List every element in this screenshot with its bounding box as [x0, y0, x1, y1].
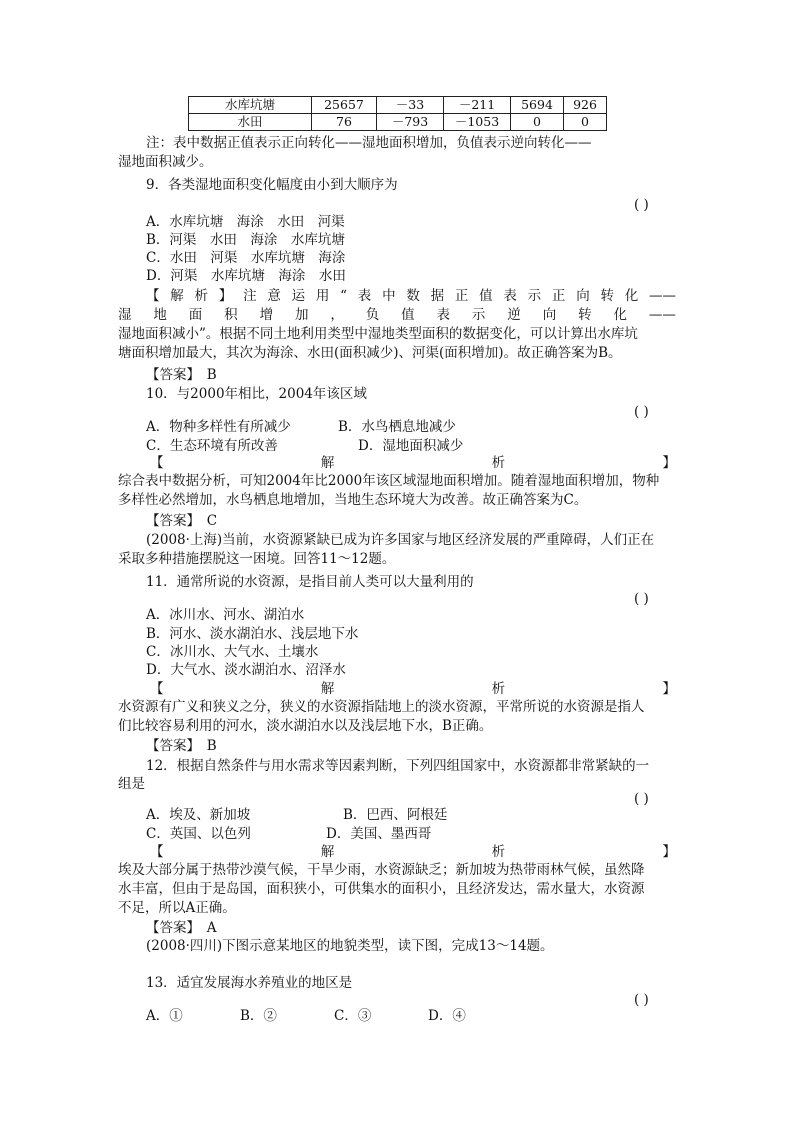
section-intro: 采取多种措施摆脱这一困境。回答11～12题。	[118, 551, 396, 567]
option-a: A．物种多样性有所减少	[146, 419, 291, 435]
option-d: D．美国、墨西哥	[326, 826, 432, 842]
answer-line: 【答案】 B	[146, 738, 217, 754]
wetland-table	[188, 96, 607, 131]
option-d: D．河渠 水库坑塘 海涂 水田	[146, 268, 346, 284]
option-b: B．②	[240, 1008, 277, 1024]
question-12-stem: 组是	[118, 776, 145, 792]
answer-line: 【答案】 B	[146, 367, 217, 383]
table-cell: －1053	[444, 114, 511, 131]
table-cell: 0	[511, 114, 564, 131]
answer-paren: ( )	[634, 197, 649, 213]
answer-paren: ( )	[634, 591, 649, 607]
analysis-line: 多样性必然增加，水鸟栖息地增加，当地生态环境大为改善。故正确答案为C。	[118, 492, 588, 508]
answer-paren: ( )	[634, 791, 649, 807]
question-9-stem: 9．各类湿地面积变化幅度由小到大顺序为	[146, 177, 398, 193]
table-cell: 76	[312, 114, 377, 131]
option-b: B．河水、淡水湖泊水、浅层地下水	[146, 626, 359, 642]
question-11-stem: 11．通常所说的水资源，是指目前人类可以大量利用的	[146, 574, 474, 590]
option-b: B．河渠 水田 海涂 水库坑塘	[146, 232, 345, 248]
option-d: D．湿地面积减少	[358, 438, 464, 454]
answer-line: 【答案】 A	[146, 920, 217, 936]
analysis-line: 不足，所以A正确。	[118, 900, 236, 916]
option-b: B．巴西、阿根廷	[343, 807, 448, 823]
table-cell: －793	[377, 114, 444, 131]
section-intro: (2008·上海)当前，水资源紧缺已成为许多国家与地区经济发展的严重障碍，人们正在	[146, 532, 655, 548]
table-note-line1: 注：表中数据正值表示正向转化——湿地面积增加，负值表示逆向转化——	[146, 135, 592, 151]
option-c: C．水田 河渠 水库坑塘 海涂	[146, 250, 346, 266]
table-row	[189, 114, 607, 131]
table-row	[189, 97, 607, 114]
analysis-heading: 【 解 析 】	[150, 455, 676, 471]
table-note-line2: 湿地面积减少。	[118, 154, 213, 170]
table-cell: 水库坑塘	[189, 97, 312, 114]
option-a: A．①	[146, 1008, 183, 1024]
option-d: D．大气水、淡水湖泊水、沼泽水	[146, 662, 346, 678]
analysis-heading: 【 解 析 】	[150, 681, 676, 697]
table-cell: 水田	[189, 114, 312, 131]
answer-paren: ( )	[634, 404, 649, 420]
option-c: C．生态环境有所改善	[146, 438, 278, 454]
option-b: B．水鸟栖息地减少	[338, 419, 456, 435]
question-10-stem: 10．与2000年相比，2004年该区域	[146, 386, 367, 402]
answer-paren: ( )	[634, 992, 649, 1008]
section-intro: (2008·四川)下图示意某地区的地貌类型，读下图，完成13～14题。	[146, 938, 554, 954]
option-d: D．④	[428, 1008, 466, 1024]
table-cell: 5694	[511, 97, 564, 114]
option-c: C．③	[334, 1008, 372, 1024]
analysis-line: 们比较容易利用的河水，淡水湖泊水以及浅层地下水，B正确。	[118, 718, 493, 734]
table-cell: －33	[377, 97, 444, 114]
option-c: C．英国、以色列	[146, 826, 251, 842]
option-c: C．冰川水、大气水、土壤水	[146, 644, 319, 660]
analysis-line: 湿地面积减小”。根据不同土地利用类型中湿地类型面积的数据变化，可以计算出水库坑	[118, 326, 638, 342]
table-cell: 926	[564, 97, 607, 114]
analysis-line: 【 解 析 】 注 意 运 用 “ 表 中 数 据 正 值 表 示 正 向 转 化 ——	[146, 288, 676, 304]
option-a: A．埃及、新加坡	[146, 807, 251, 823]
analysis-line: 综合表中数据分析，可知2004年比2000年该区域湿地面积增加。随着湿地面积增加，物种	[118, 473, 660, 489]
analysis-line: 塘面积增加最大，其次为海涂、水田(面积减少)、河渠(面积增加)。故正确答案为B。	[118, 345, 622, 361]
analysis-line: 湿 地 面 积 增 加 ， 负 值 表 示 逆 向 转 化 ——	[118, 307, 676, 323]
analysis-line: 水资源有广义和狭义之分，狭义的水资源指陆地上的淡水资源，平常所说的水资源是指人	[118, 699, 645, 715]
analysis-heading: 【 解 析 】	[150, 844, 676, 860]
question-12-stem: 12．根据自然条件与用水需求等因素判断，下列四组国家中，水资源都非常紧缺的一	[146, 758, 650, 774]
table-cell: 25657	[312, 97, 377, 114]
analysis-line: 水丰富，但由于是岛国，面积狭小，可供集水的面积小，且经济发达，需水量大，水资源	[118, 881, 645, 897]
answer-line: 【答案】 C	[146, 513, 218, 529]
question-13-stem: 13．适宜发展海水养殖业的地区是	[146, 975, 353, 991]
analysis-line: 埃及大部分属于热带沙漠气候，干旱少雨，水资源缺乏；新加坡为热带雨林气候，虽然降	[118, 862, 645, 878]
option-a: A．冰川水、河水、湖泊水	[146, 607, 305, 623]
table-cell: 0	[564, 114, 607, 131]
option-a: A．水库坑塘 海涂 水田 河渠	[146, 214, 345, 230]
table-cell: －211	[444, 97, 511, 114]
